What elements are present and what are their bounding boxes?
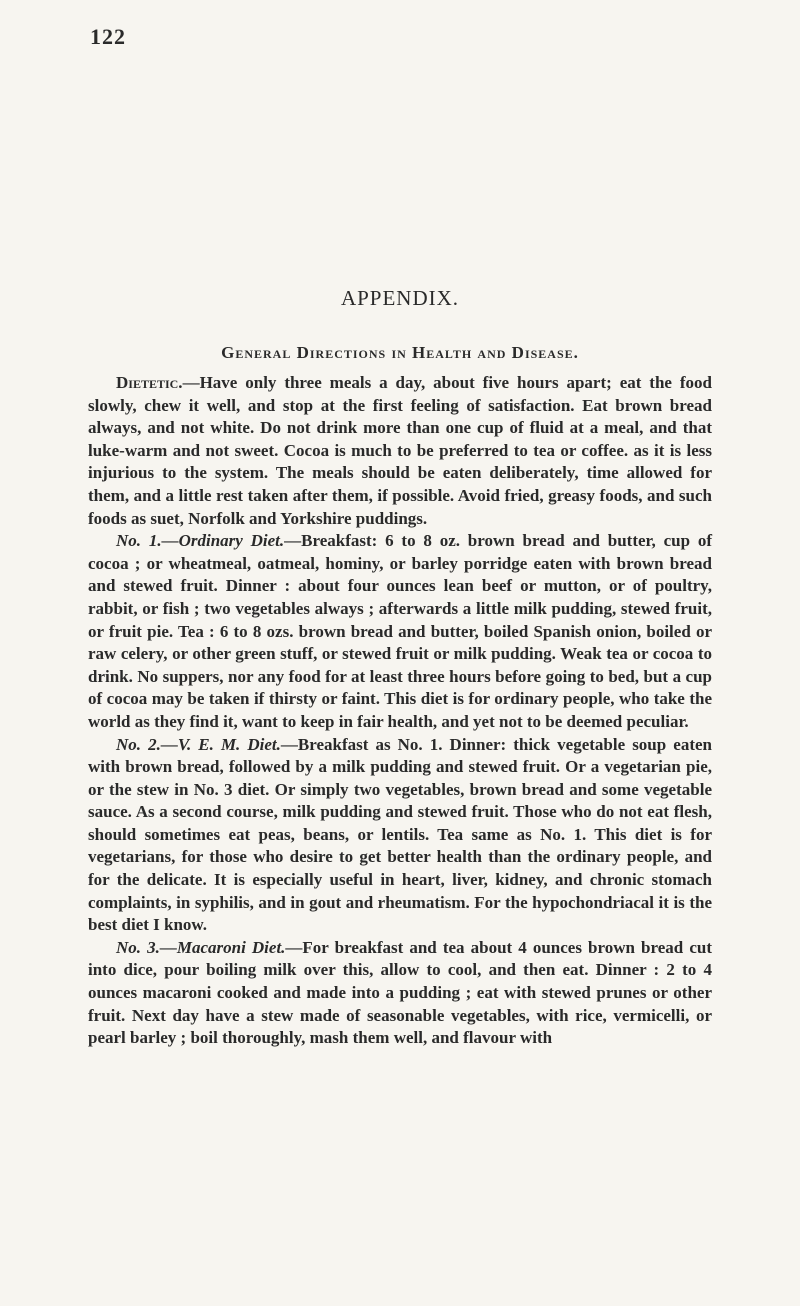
- paragraph-text: —For breakfast and tea about 4 ounces brown bread cut into dice, pour boiling milk over this, allow to cool, and then eat. Dinner : 2 to 4 ounces macaroni cooked and made into a pudding ; eat with stewed prunes or other fruit. Next day have a stew made of seasonable vegetables, with rice, vermicelli, or pearl barley ; boil thoroughly, mash them well, and flavour with: [88, 937, 712, 1048]
- paragraph-ordinary-diet: [88, 530, 712, 733]
- paragraph-lead: Dietetic.: [116, 373, 183, 392]
- page-title: APPENDIX.: [340, 286, 460, 310]
- paragraph-text: —Breakfast as No. 1. Dinner: thick vegetable soup eaten with brown bread, followed by a milk pudding and stewed fruit. Or a vegetarian pie, or the stew in No. 3 diet. Or simply two vegetables, brown bread and some vegetable sauce. As a second course, milk pudding and stewed fruit. Those who do not eat flesh, should sometimes eat peas, beans, or lentils. Tea same as No. 1. This diet is for vegetarians, for those who desire to get better health than the ordinary people, and for the delicate. It is especially useful in heart, liver, kidney, and chronic stomach complaints, in syphilis, and in gout and rheumatism. For the hypochondriacal it is the best diet I know.: [88, 734, 712, 935]
- paragraph-lead: No. 3.—Macaroni Diet.: [116, 937, 286, 957]
- paragraph-vem-diet: [88, 734, 712, 937]
- paragraph-dietetic: [88, 372, 712, 530]
- page-number: 122: [90, 24, 126, 49]
- paragraph-lead: No. 1.—Ordinary Diet.: [116, 531, 285, 551]
- paragraph-text: —Breakfast: 6 to 8 oz. brown bread and butter, cup of cocoa ; or wheatmeal, oatmeal, hominy, or barley porridge eaten with brown bread and stewed fruit. Dinner : about four ounces lean beef or mutton, or of poultry, rabbit, or fish ; two vegetables always ; afterwards a little milk pudding, stewed fruit, or fruit pie. Tea : 6 to 8 ozs. brown bread and butter, boiled Spanish onion, boiled or raw celery, or other green stuff, or stewed fruit or milk pudding. Weak tea or cocoa to drink. No suppers, nor any food for at least three hours before going to bed, but a cup of cocoa may be taken if thirsty or faint. This diet is for ordinary people, who take the world as they find it, want to keep in fair health, and yet not to be deemed peculiar.: [88, 531, 712, 731]
- section-subheading: General Directions in Health and Disease.: [221, 343, 579, 362]
- paragraph-macaroni-diet: [88, 937, 712, 1050]
- paragraph-lead: No. 2.—V. E. M. Diet.: [116, 734, 281, 754]
- body-text: [88, 372, 712, 1050]
- paragraph-text: —Have only three meals a day, about five hours apart; eat the food slowly, chew it well, and stop at the first feeling of satisfaction. Eat brown bread always, and not white. Do not drink more than one cup of fluid at a meal, and that luke-warm and not sweet. Cocoa is much to be preferred to tea or coffee. as it is less injurious to the system. The meals should be eaten deliberately, time allowed for them, and a little rest taken after them, if possible. Avoid fried, greasy foods, and such foods as suet, Norfolk and Yorkshire puddings.: [88, 373, 712, 528]
